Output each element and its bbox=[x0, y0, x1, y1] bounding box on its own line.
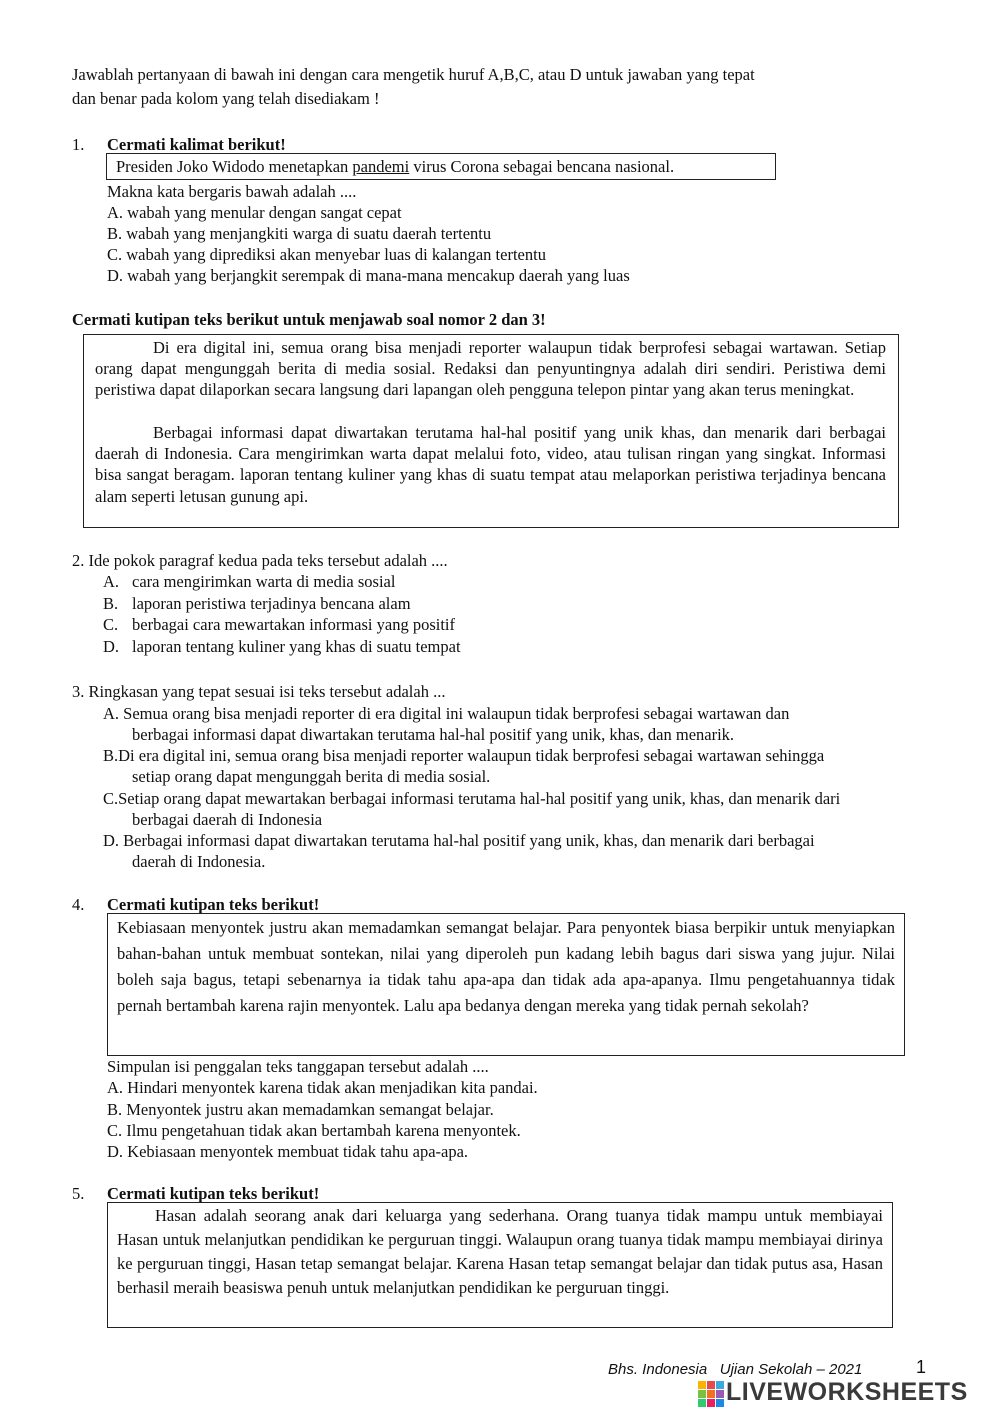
logo-cell-9 bbox=[716, 1399, 724, 1407]
q2-option-c bbox=[103, 614, 118, 635]
q1-option-c: C. wabah yang diprediksi akan menyebar luas di kalangan tertentu bbox=[107, 245, 546, 264]
logo-cell-3 bbox=[716, 1381, 724, 1389]
q1-underlined-word: pandemi bbox=[352, 157, 410, 176]
q4-number: 4. bbox=[72, 895, 85, 914]
q1-sentence-pre: Presiden Joko Widodo menetapkan bbox=[116, 157, 349, 176]
logo-cell-1 bbox=[698, 1381, 706, 1389]
q2-option-a-letter: A. bbox=[103, 572, 120, 591]
liveworksheets-logo-text[interactable]: LIVEWORKSHEETS bbox=[726, 1378, 968, 1406]
q1-option-d: D. wabah yang berjangkit serempak di mana-mana mencakup daerah yang luas bbox=[107, 266, 630, 285]
logo-cell-6 bbox=[716, 1390, 724, 1398]
q1-sentence-post: virus Corona sebagai bencana nasional. bbox=[413, 157, 675, 176]
q4-option-a: A. Hindari menyontek karena tidak akan menjadikan kita pandai. bbox=[107, 1078, 538, 1097]
q2-option-d bbox=[103, 636, 119, 657]
q3-option-c-line-2: berbagai daerah di Indonesia bbox=[132, 810, 323, 829]
logo-cell-8 bbox=[707, 1399, 715, 1407]
q3-question: 3. Ringkasan yang tepat sesuai isi teks tersebut adalah ... bbox=[72, 682, 446, 701]
q3-option-d-line-1: D. Berbagai informasi dapat diwartakan terutama hal-hal positif yang unik, khas, dan menarik dari berbagai bbox=[103, 831, 815, 850]
q1-option-a: A. wabah yang menular dengan sangat cepat bbox=[107, 203, 402, 222]
passage-2-3-heading: Cermati kutipan teks berikut untuk menjawab soal nomor 2 dan 3! bbox=[72, 310, 546, 329]
q4-heading: Cermati kutipan teks berikut! bbox=[107, 895, 320, 914]
q2-option-d-letter: D. bbox=[103, 637, 120, 656]
q2-option-c-letter: C. bbox=[103, 615, 119, 634]
passage-2-3-para-1: Di era digital ini, semua orang bisa menjadi reporter walaupun tidak berprofesi sebagai wartawan. Setiap orang dapat mengunggah berita di media sosial. Redaksi dan penyuntingnya adalah diri sendiri. Peristiwa demi peristiwa dapat dilaporkan secara langsung dari lapangan oleh pengguna telepon pintar yang akan terus meningkat. bbox=[95, 338, 886, 400]
q3-option-b-line-1: B.Di era digital ini, semua orang bisa menjadi reporter walaupun tidak berprofesi sebagai wartawan sehingga bbox=[103, 746, 825, 765]
logo-cell-5 bbox=[707, 1390, 715, 1398]
liveworksheets-logo-icon bbox=[698, 1381, 724, 1407]
q2-option-a-text: cara mengirimkan warta di media sosial bbox=[132, 572, 396, 591]
q3-option-c-line-1: C.Setiap orang dapat mewartakan berbagai informasi terutama hal-hal positif yang unik, khas, dan menarik dari bbox=[103, 789, 841, 808]
passage-2-3-para-2: Berbagai informasi dapat diwartakan terutama hal-hal positif yang unik khas, dan menarik dari berbagai daerah di Indonesia. Cara mengirimkan warta dapat melalui foto, video, atau tulisan ringan yang singkat. Informasi bisa sangat beragam. laporan tentang kuliner yang khas di suatu tempat atau melaporkan peristiwa terjadinya bencana alam seperti letusan gunung api. bbox=[95, 423, 886, 506]
logo-cell-4 bbox=[698, 1390, 706, 1398]
q3-option-a-line-2: berbagai informasi dapat diwartakan terutama hal-hal positif yang unik, khas, dan menarik. bbox=[132, 725, 735, 744]
q1-option-b: B. wabah yang menjangkiti warga di suatu daerah tertentu bbox=[107, 224, 492, 243]
page-number: 1 bbox=[916, 1357, 927, 1377]
q2-option-b bbox=[103, 593, 118, 614]
instruction-line-1: Jawablah pertanyaan di bawah ini dengan cara mengetik huruf A,B,C, atau D untuk jawaban yang tepat bbox=[72, 65, 755, 84]
footer-subject: Bhs. Indonesia Ujian Sekolah – 2021 bbox=[608, 1361, 863, 1378]
q2-option-b-letter: B. bbox=[103, 594, 119, 613]
q4-option-c: C. Ilmu pengetahuan tidak akan bertambah karena menyontek. bbox=[107, 1121, 521, 1140]
q2-option-b-text: laporan peristiwa terjadinya bencana alam bbox=[132, 594, 411, 613]
q4-question: Simpulan isi penggalan teks tanggapan tersebut adalah .... bbox=[107, 1057, 489, 1076]
instruction-line-2: dan benar pada kolom yang telah disediakam ! bbox=[72, 89, 380, 108]
q2-option-a bbox=[103, 571, 119, 592]
q4-option-b: B. Menyontek justru akan memadamkan semangat belajar. bbox=[107, 1100, 494, 1119]
q2-option-c-text: berbagai cara mewartakan informasi yang positif bbox=[132, 615, 455, 634]
q1-sentence bbox=[116, 156, 674, 177]
q3-option-b-line-2: setiap orang dapat mengunggah berita di media sosial. bbox=[132, 767, 491, 786]
q1-question: Makna kata bergaris bawah adalah .... bbox=[107, 182, 357, 201]
q4-option-d: D. Kebiasaan menyontek membuat tidak tahu apa-apa. bbox=[107, 1142, 469, 1161]
logo-cell-2 bbox=[707, 1381, 715, 1389]
q1-heading: Cermati kalimat berikut! bbox=[107, 135, 286, 154]
q5-heading: Cermati kutipan teks berikut! bbox=[107, 1184, 320, 1203]
q4-passage: Kebiasaan menyontek justru akan memadamkan semangat belajar. Para penyontek biasa berpikir untuk menyiapkan bahan-bahan untuk membuat sontekan, nilai yang diperoleh pun kadang lebih bagus dari siswa yang jujur. Nilai boleh saja bagus, tetapi sebenarnya ia tidak tahu apa-apa dan tidak ada apa-apanya. Ilmu pengetahuannya tidak pernah bertambah karena rajin menyontek. Lalu apa bedanya dengan mereka yang tidak pernah sekolah? bbox=[117, 918, 895, 1015]
q5-passage: Hasan adalah seorang anak dari keluarga yang sederhana. Orang tuanya tidak mampu untuk membiayai Hasan untuk melanjutkan pendidikan ke perguruan tinggi. Walaupun orang tuanya tidak mampu membiayai dirinya ke perguruan tinggi, Hasan tetap semangat belajar. Karena Hasan tetap semangat belajar dan tidak putus asa, Hasan berhasil meraih beasiswa penuh untuk melanjutkan pendidikan ke perguruan tinggi. bbox=[117, 1206, 883, 1297]
q3-option-a-line-1: A. Semua orang bisa menjadi reporter di era digital ini walaupun tidak berprofesi sebagai wartawan dan bbox=[103, 704, 790, 723]
q1-number: 1. bbox=[72, 135, 85, 154]
q5-number: 5. bbox=[72, 1184, 85, 1203]
q2-option-d-text: laporan tentang kuliner yang khas di suatu tempat bbox=[132, 637, 461, 656]
q2-question: 2. Ide pokok paragraf kedua pada teks tersebut adalah .... bbox=[72, 551, 448, 570]
q3-option-d-line-2: daerah di Indonesia. bbox=[132, 852, 266, 871]
logo-cell-7 bbox=[698, 1399, 706, 1407]
